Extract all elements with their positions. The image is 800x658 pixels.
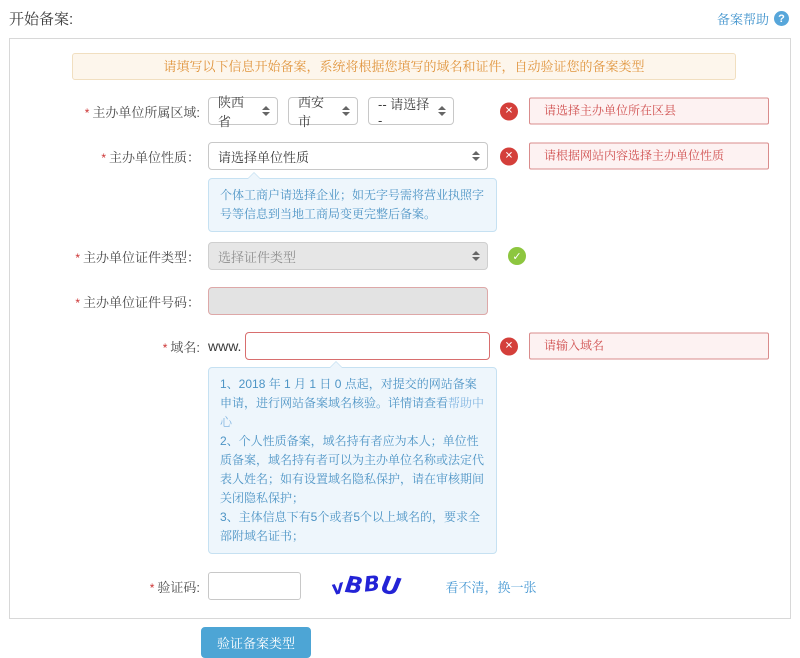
required-mark: * — [101, 150, 106, 165]
nature-label-text: 主办单位性质： — [108, 149, 200, 165]
form-row-nature — [10, 142, 790, 170]
captcha-image — [329, 570, 403, 602]
nature-error-bubble: 请根据网站内容选择主办单位性质 — [529, 143, 769, 170]
region-error-bubble: 请选择主办单位所在区县 — [529, 98, 769, 125]
cert-number-input[interactable] — [208, 287, 488, 315]
select-stepper-icon — [472, 151, 480, 161]
district-select-value: -- 请选择 - — [378, 97, 430, 128]
help-link[interactable] — [717, 9, 789, 28]
nature-tip-box — [208, 178, 497, 232]
form-row-captcha — [10, 572, 790, 600]
captcha-label-text: 验证码: — [157, 579, 200, 595]
captcha-input[interactable] — [208, 572, 301, 600]
error-circle-icon: ✕ — [500, 337, 518, 355]
help-link-label: 备案帮助 — [716, 12, 769, 27]
required-mark: * — [149, 580, 155, 595]
form-row-cert-type — [10, 242, 790, 270]
domain-tip-line1-text: 1、2018 年 1 月 1 日 0 点起，对提交的网站备案申请，进行网站备案域名核验。详情请查看 — [220, 377, 477, 410]
cert-number-label-text: 主办单位证件号码： — [82, 294, 200, 310]
filing-form-panel — [9, 38, 791, 619]
province-select-value: 陕西省 — [218, 95, 245, 129]
cert-type-select-value: 选择证件类型 — [218, 249, 297, 265]
form-row-region — [10, 95, 790, 129]
district-select[interactable] — [368, 97, 454, 128]
required-mark: * — [75, 250, 80, 265]
question-circle-icon: ? — [774, 11, 789, 26]
select-stepper-icon — [472, 251, 480, 261]
domain-tip-line3: 3、主体信息下有5个或者5个以上域名的，要求全部附域名证书； — [220, 510, 481, 543]
captcha-letter: B — [343, 572, 365, 600]
required-mark: * — [162, 340, 168, 355]
required-mark: * — [75, 295, 80, 310]
city-select[interactable] — [288, 95, 358, 129]
error-circle-icon: ✕ — [500, 147, 518, 165]
help-center-link[interactable]: 帮助中心 — [220, 396, 485, 429]
region-status — [500, 98, 769, 125]
city-select-value: 西安市 — [298, 95, 325, 129]
success-check-icon: ✓ — [508, 247, 526, 265]
select-stepper-icon — [438, 106, 446, 116]
cert-type-select — [208, 242, 488, 270]
page-title: 开始备案: — [9, 11, 74, 28]
captcha-letter: v — [329, 575, 347, 601]
nature-status — [500, 143, 769, 170]
error-circle-icon: ✕ — [500, 102, 518, 120]
captcha-letter: U — [378, 570, 403, 602]
province-select[interactable] — [208, 95, 278, 129]
nature-label — [10, 147, 200, 166]
nature-select-value: 请选择单位性质 — [218, 149, 310, 165]
region-label — [10, 102, 200, 121]
captcha-refresh-link[interactable]: 看不清，换一张 — [445, 579, 537, 595]
domain-tip-line1 — [220, 375, 485, 432]
domain-label — [10, 337, 200, 356]
domain-input[interactable] — [245, 332, 490, 360]
captcha-letter: B — [362, 571, 381, 597]
domain-prefix: www. — [208, 338, 242, 354]
domain-tip-box — [208, 367, 497, 554]
domain-error-bubble: 请输入域名 — [529, 333, 769, 360]
cert-type-status — [500, 247, 526, 265]
domain-tip-line2: 2、个人性质备案，域名持有者应为本人；单位性质备案，域名持有者可以为主办单位名称或法定代表人姓名；如有设置域名隐私保护，请在审核期间关闭隐私保护； — [220, 434, 485, 505]
select-stepper-icon — [262, 106, 270, 116]
form-row-domain — [10, 332, 790, 360]
top-bar — [9, 8, 789, 29]
domain-label-text: 域名: — [170, 339, 200, 355]
verify-filing-type-button[interactable]: 验证备案类型 — [201, 627, 311, 658]
cert-type-label — [10, 247, 200, 266]
domain-status — [500, 333, 769, 360]
region-label-text: 主办单位所属区域: — [92, 104, 200, 120]
form-row-cert-number — [10, 287, 790, 315]
nature-select[interactable] — [208, 142, 488, 170]
notice-banner: 请填写以下信息开始备案，系统将根据您填写的域名和证件，自动验证您的备案类型 — [72, 53, 736, 80]
cert-type-label-text: 主办单位证件类型： — [82, 249, 200, 265]
nature-tip-text: 个体工商户请选择企业；如无字号需将营业执照字号等信息到当地工商局变更完整后备案。 — [220, 188, 485, 221]
cert-number-label — [10, 292, 200, 311]
select-stepper-icon — [342, 106, 350, 116]
required-mark: * — [84, 105, 90, 120]
